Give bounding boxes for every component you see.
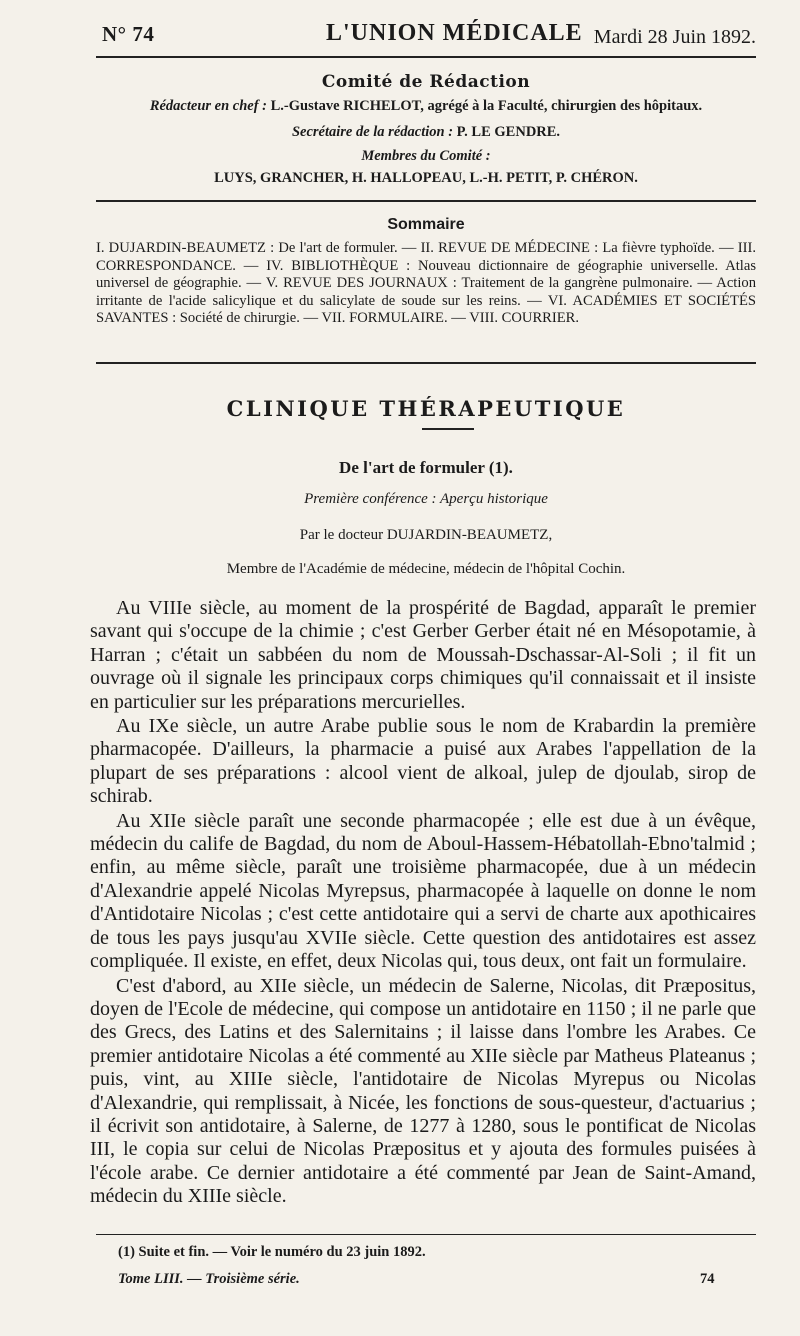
committee-secretary — [96, 124, 756, 141]
issue-date: Mardi 28 Juin 1892. — [593, 26, 756, 48]
summary-title: Sommaire — [387, 216, 465, 233]
summary-rule — [96, 362, 756, 364]
paragraph: C'est d'abord, au XIIe siècle, un médecin de Salerne, Nicolas, dit Præpositus, doyen de l'Ecole de médecine, qui compose un antidotaire en 1150 ; il ne parle que des Grecs, des Latins et des Salernitains ; il laisse dans l'ombre les Arabes. Ce premier antidotaire Nicolas a été commenté au XIIe siècle par Matheus Plateanus ; puis, vint, au XIIIe siècle, l'antidotaire de Nicolas Myrepus ou Nicolas d'Alexandrie, qui remplissait, à Nicée, les fonctions de sous-questeur, d'actuarius ; il écrivit son antidotaire, à Salerne, de 1277 à 1280, sous le pontificat de Nicolas III, le copia sur celui de Nicolas Præpositus et y ajouta des formules puisées à l'école arabe. Ce dernier antidotaire a été commenté par Jean de Saint-Amand, médecin du XIIIe siècle. — [90, 974, 756, 1208]
header-rule — [96, 56, 756, 58]
secretary-role: Secrétaire de la rédaction : — [291, 124, 454, 140]
article-title: De l'art de formuler (1). — [339, 458, 513, 477]
author-affiliation: Membre de l'Académie de médecine, médecin de l'hôpital Cochin. — [226, 561, 626, 577]
article-body — [90, 597, 756, 1210]
volume-info — [118, 1271, 300, 1288]
committee-title: Comité de Rédaction — [321, 72, 531, 92]
issue-number: N° 74 — [102, 22, 155, 46]
paragraph: Au IXe siècle, un autre Arabe publie sous le nom de Krabardin la première pharmacopée. D'ailleurs, la pharmacie a puisé aux Arabes l'appellation de la plupart de ses préparations : alcool vient de alkoal, julep de djoulab, sirop de schirab. — [90, 715, 756, 808]
tome-label: Tome LIII. — Troisième série. — [118, 1271, 300, 1287]
section-title: CLINIQUE THÉRAPEUTIQUE — [226, 396, 626, 421]
article-author: Par le docteur DUJARDIN-BEAUMETZ, — [299, 527, 553, 543]
editor-role: Rédacteur en chef : — [149, 98, 268, 114]
members-role: Membres du Comité : — [361, 148, 491, 164]
committee-members: LUYS, GRANCHER, H. HALLOPEAU, L.-H. PETIT, P. CHÉRON. — [214, 170, 638, 186]
committee-rule — [96, 200, 756, 202]
paragraph: Au XIIe siècle paraît une seconde pharmacopée ; elle est due à un évêque, médecin du calife de Bagdad, du nom de Aboul-Hassem-Hébatollah-Ebno'talmid ; enfin, au même siècle, paraît une troisième pharmacopée, due à un médecin d'Alexandrie appelé Nicolas Myrepsus, pharmacopée à laquelle on donne le nom d'Antidotaire Nicolas ; c'est cette antidotaire qui a servi de charte aux apothicaires de tous les pays jusqu'au XVIIe siècle. Cette question des antidotaires est assez compliquée. Il existe, en effet, deux Nicolas qui, tous deux, ont fait un formulaire. — [90, 809, 756, 973]
section-underline — [422, 428, 474, 430]
committee-editor — [96, 98, 756, 115]
footnote-rule — [96, 1234, 756, 1235]
summary-text: I. DUJARDIN-BEAUMETZ : De l'art de formuler. — II. REVUE DE MÉDECINE : La fièvre typhoïde. — III. CORRESPONDANCE. — IV. BIBLIOTHÈQUE : Nouveau dictionnaire de géographie universelle. Atlas universel de géographie. — V. REVUE DES JOURNAUX : Traitement de la gangrène pulmonaire. — Action irritante de l'acide salicylique et du salicylate de soude sur les reins. — VI. ACADÉMIES ET SOCIÉTÉS SAVANTES : Société de chirurgie. — VII. FORMULAIRE. — VIII. COURRIER. — [96, 240, 756, 327]
page-number: 74 — [700, 1271, 715, 1287]
journal-title: L'UNION MÉDICALE — [326, 20, 583, 46]
editor-name: L.-Gustave RICHELOT, agrégé à la Faculté, chirurgien des hôpitaux. — [270, 98, 703, 114]
footnote: (1) Suite et fin. — Voir le numéro du 23 juin 1892. — [118, 1244, 426, 1260]
conference-subtitle: Première conférence : Aperçu historique — [304, 491, 548, 507]
committee-members-label — [96, 148, 756, 165]
page-header — [96, 18, 756, 52]
secretary-name: P. LE GENDRE. — [456, 124, 561, 140]
paragraph: Au VIIIe siècle, au moment de la prospérité de Bagdad, apparaît le premier savant qui s'occupe de la chimie ; c'est Gerber Gerber était né en Mésopotamie, à Harran ; c'était un sabbéen du nom de Moussah-Dschassar-Al-Soli ; il fit un ouvrage où il signale les principaux corps chimiques qu'il connaissait et il insiste en particulier sur les préparations mercurielles. — [90, 597, 756, 713]
